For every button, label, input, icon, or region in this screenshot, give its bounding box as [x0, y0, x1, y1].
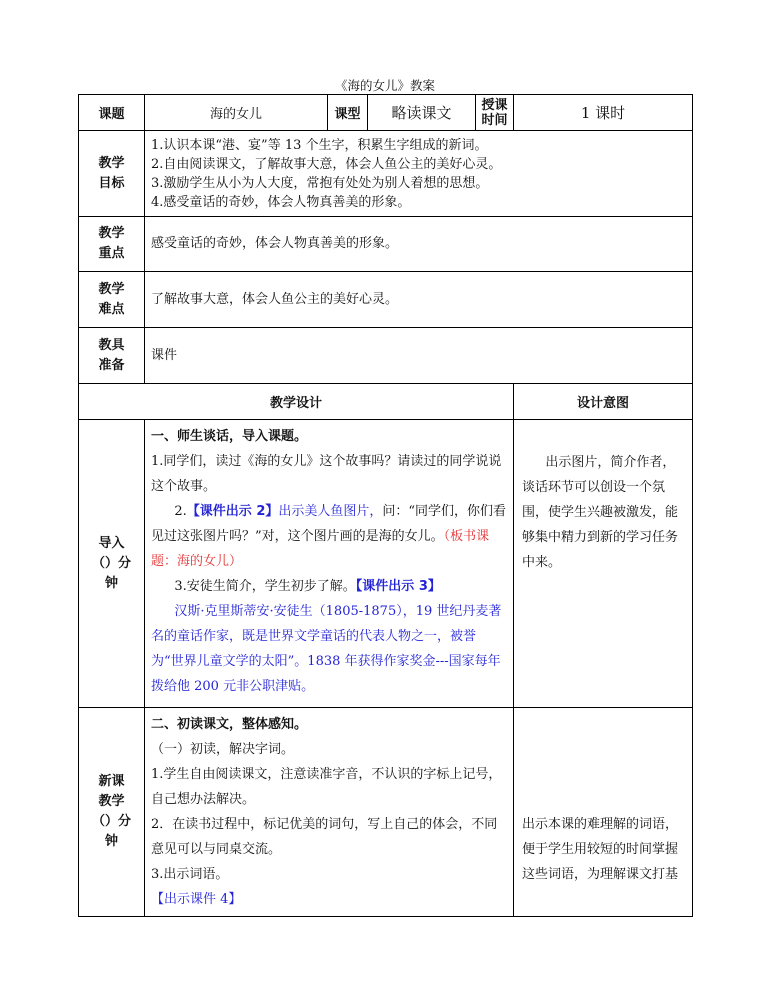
- intro-p2-courseware-tag: 【课件出示 2】: [186, 504, 279, 519]
- intro-stage-label: [79, 420, 145, 708]
- objective-item: 1.认识本课“港、宴”等 13 个生字，积累生字组成的新词。: [151, 137, 488, 153]
- new-lesson-subheading: （一）初读，解决字词。: [151, 742, 295, 757]
- tools-content: 课件: [145, 328, 693, 384]
- new-lesson-label-line-4: 钟: [104, 834, 118, 849]
- key-points-row: [79, 217, 693, 272]
- new-lesson-label-line-2: 教学: [98, 794, 125, 809]
- intro-row: [79, 420, 693, 708]
- time-label-line-2: 时间: [481, 112, 508, 128]
- tools-label-line-2: 准备: [98, 357, 125, 373]
- intro-p2-text: 问：“同学们，你们看见过这张图片吗？”对，这个图片画的是海的女儿。: [151, 504, 507, 544]
- objectives-label-line-1: 教学: [98, 155, 125, 171]
- new-lesson-intent: [514, 708, 693, 917]
- topic-label: 课题: [79, 95, 145, 131]
- type-value: 略读课文: [368, 95, 476, 131]
- objectives-row: [79, 131, 693, 217]
- intro-intent: [514, 420, 693, 708]
- intro-p3-courseware-tag: 【课件出示 3】: [355, 579, 441, 594]
- difficulties-label-line-1: 教学: [98, 281, 125, 297]
- type-label: 课型: [328, 95, 368, 131]
- lesson-plan-table: [78, 94, 693, 917]
- intro-heading: 一、师生谈话，导入课题。: [151, 429, 308, 444]
- difficulties-label: [79, 272, 145, 328]
- intro-label-line-3: 钟: [104, 575, 118, 591]
- new-lesson-paragraph-1: 1.学生自由阅读课文，注意读准字音，不认识的字标上记号，自己想办法解决。: [151, 767, 502, 807]
- objective-item: 4.感受童话的奇妙，体会人物真善美的形象。: [151, 194, 411, 210]
- new-lesson-label-line-1: 新课: [98, 774, 125, 789]
- difficulties-label-line-2: 难点: [98, 301, 125, 317]
- new-lesson-intent-text: 出示本课的难理解的词语，便于学生用较短的时间掌握这些词语，为理解课文打基: [522, 817, 679, 882]
- key-points-label-line-1: 教学: [98, 226, 125, 241]
- intent-header: 设计意图: [514, 384, 693, 420]
- tools-row: [79, 328, 693, 384]
- intro-p2-number: 2.: [174, 504, 187, 519]
- new-lesson-content: [145, 708, 514, 917]
- difficulties-row: [79, 272, 693, 328]
- new-lesson-courseware-tag: 【出示课件 4】: [151, 892, 242, 907]
- objective-item: 2.自由阅读课文，了解故事大意，体会人鱼公主的美好心灵。: [151, 156, 502, 172]
- new-lesson-stage-label: [79, 708, 145, 917]
- new-lesson-paragraph-3: 3.出示词语。: [151, 867, 229, 882]
- design-header: 教学设计: [79, 384, 514, 420]
- objectives-label-line-2: 目标: [98, 175, 125, 191]
- key-points-label-line-2: 重点: [98, 246, 125, 261]
- new-lesson-row: [79, 708, 693, 917]
- tools-label-line-1: 教具: [98, 337, 125, 353]
- intro-paragraph-2: [151, 499, 507, 574]
- difficulties-content: 了解故事大意，体会人鱼公主的美好心灵。: [145, 272, 693, 328]
- intro-paragraph-1: 1.同学们，读过《海的女儿》这个故事吗？请读过的同学说说这个故事。: [151, 454, 502, 494]
- intro-intent-text: 出示图片，简介作者，谈话环节可以创设一个氛围，使学生兴趣被激发，能够集中精力到新的学习任务中来。: [522, 455, 679, 570]
- tools-label: [79, 328, 145, 384]
- key-points-content: 感受童话的奇妙，体会人物真善美的形象。: [145, 217, 693, 272]
- time-label: [476, 95, 514, 131]
- intro-label-line-1: 导入: [98, 535, 125, 551]
- new-lesson-heading: 二、初读课文，整体感知。: [151, 717, 308, 732]
- new-lesson-label-line-3: （）分: [91, 814, 131, 829]
- document-title: 《海的女儿》教案: [334, 78, 435, 93]
- time-label-line-1: 授课: [481, 97, 508, 113]
- author-bio: 汉斯·克里斯蒂安·安徒生（1805-1875），19 世纪丹麦著名的童话作家，既是世界文学童话的代表人物之一，被誉为“世界儿童文学的太阳”。1838 年获得作家奖金---国家每年拨给他 200 元非公职津贴。: [151, 604, 502, 694]
- time-value: 1 课时: [514, 95, 693, 131]
- intro-paragraph-3: [151, 574, 507, 599]
- design-header-row: [79, 384, 693, 420]
- intro-p2-courseware-text: 出示美人鱼图片，: [278, 504, 383, 519]
- topic-value: 海的女儿: [145, 95, 328, 131]
- objective-item: 3.激励学生从小为人大度，常抱有处处为别人着想的思想。: [151, 175, 489, 191]
- intro-label-line-2: （）分: [91, 555, 131, 571]
- objectives-content: [145, 131, 693, 217]
- header-row: [79, 95, 693, 131]
- new-lesson-paragraph-2: 2．在读书过程中，标记优美的词句，写上自己的体会，不同意见可以与同桌交流。: [151, 817, 498, 857]
- intro-p3-text: 3.安徒生简介，学生初步了解。: [174, 579, 356, 594]
- intro-content: [145, 420, 514, 708]
- objectives-label: [79, 131, 145, 217]
- key-points-label: [79, 217, 145, 272]
- intro-p2-board-note: （板书课题：海的女儿）: [151, 529, 490, 569]
